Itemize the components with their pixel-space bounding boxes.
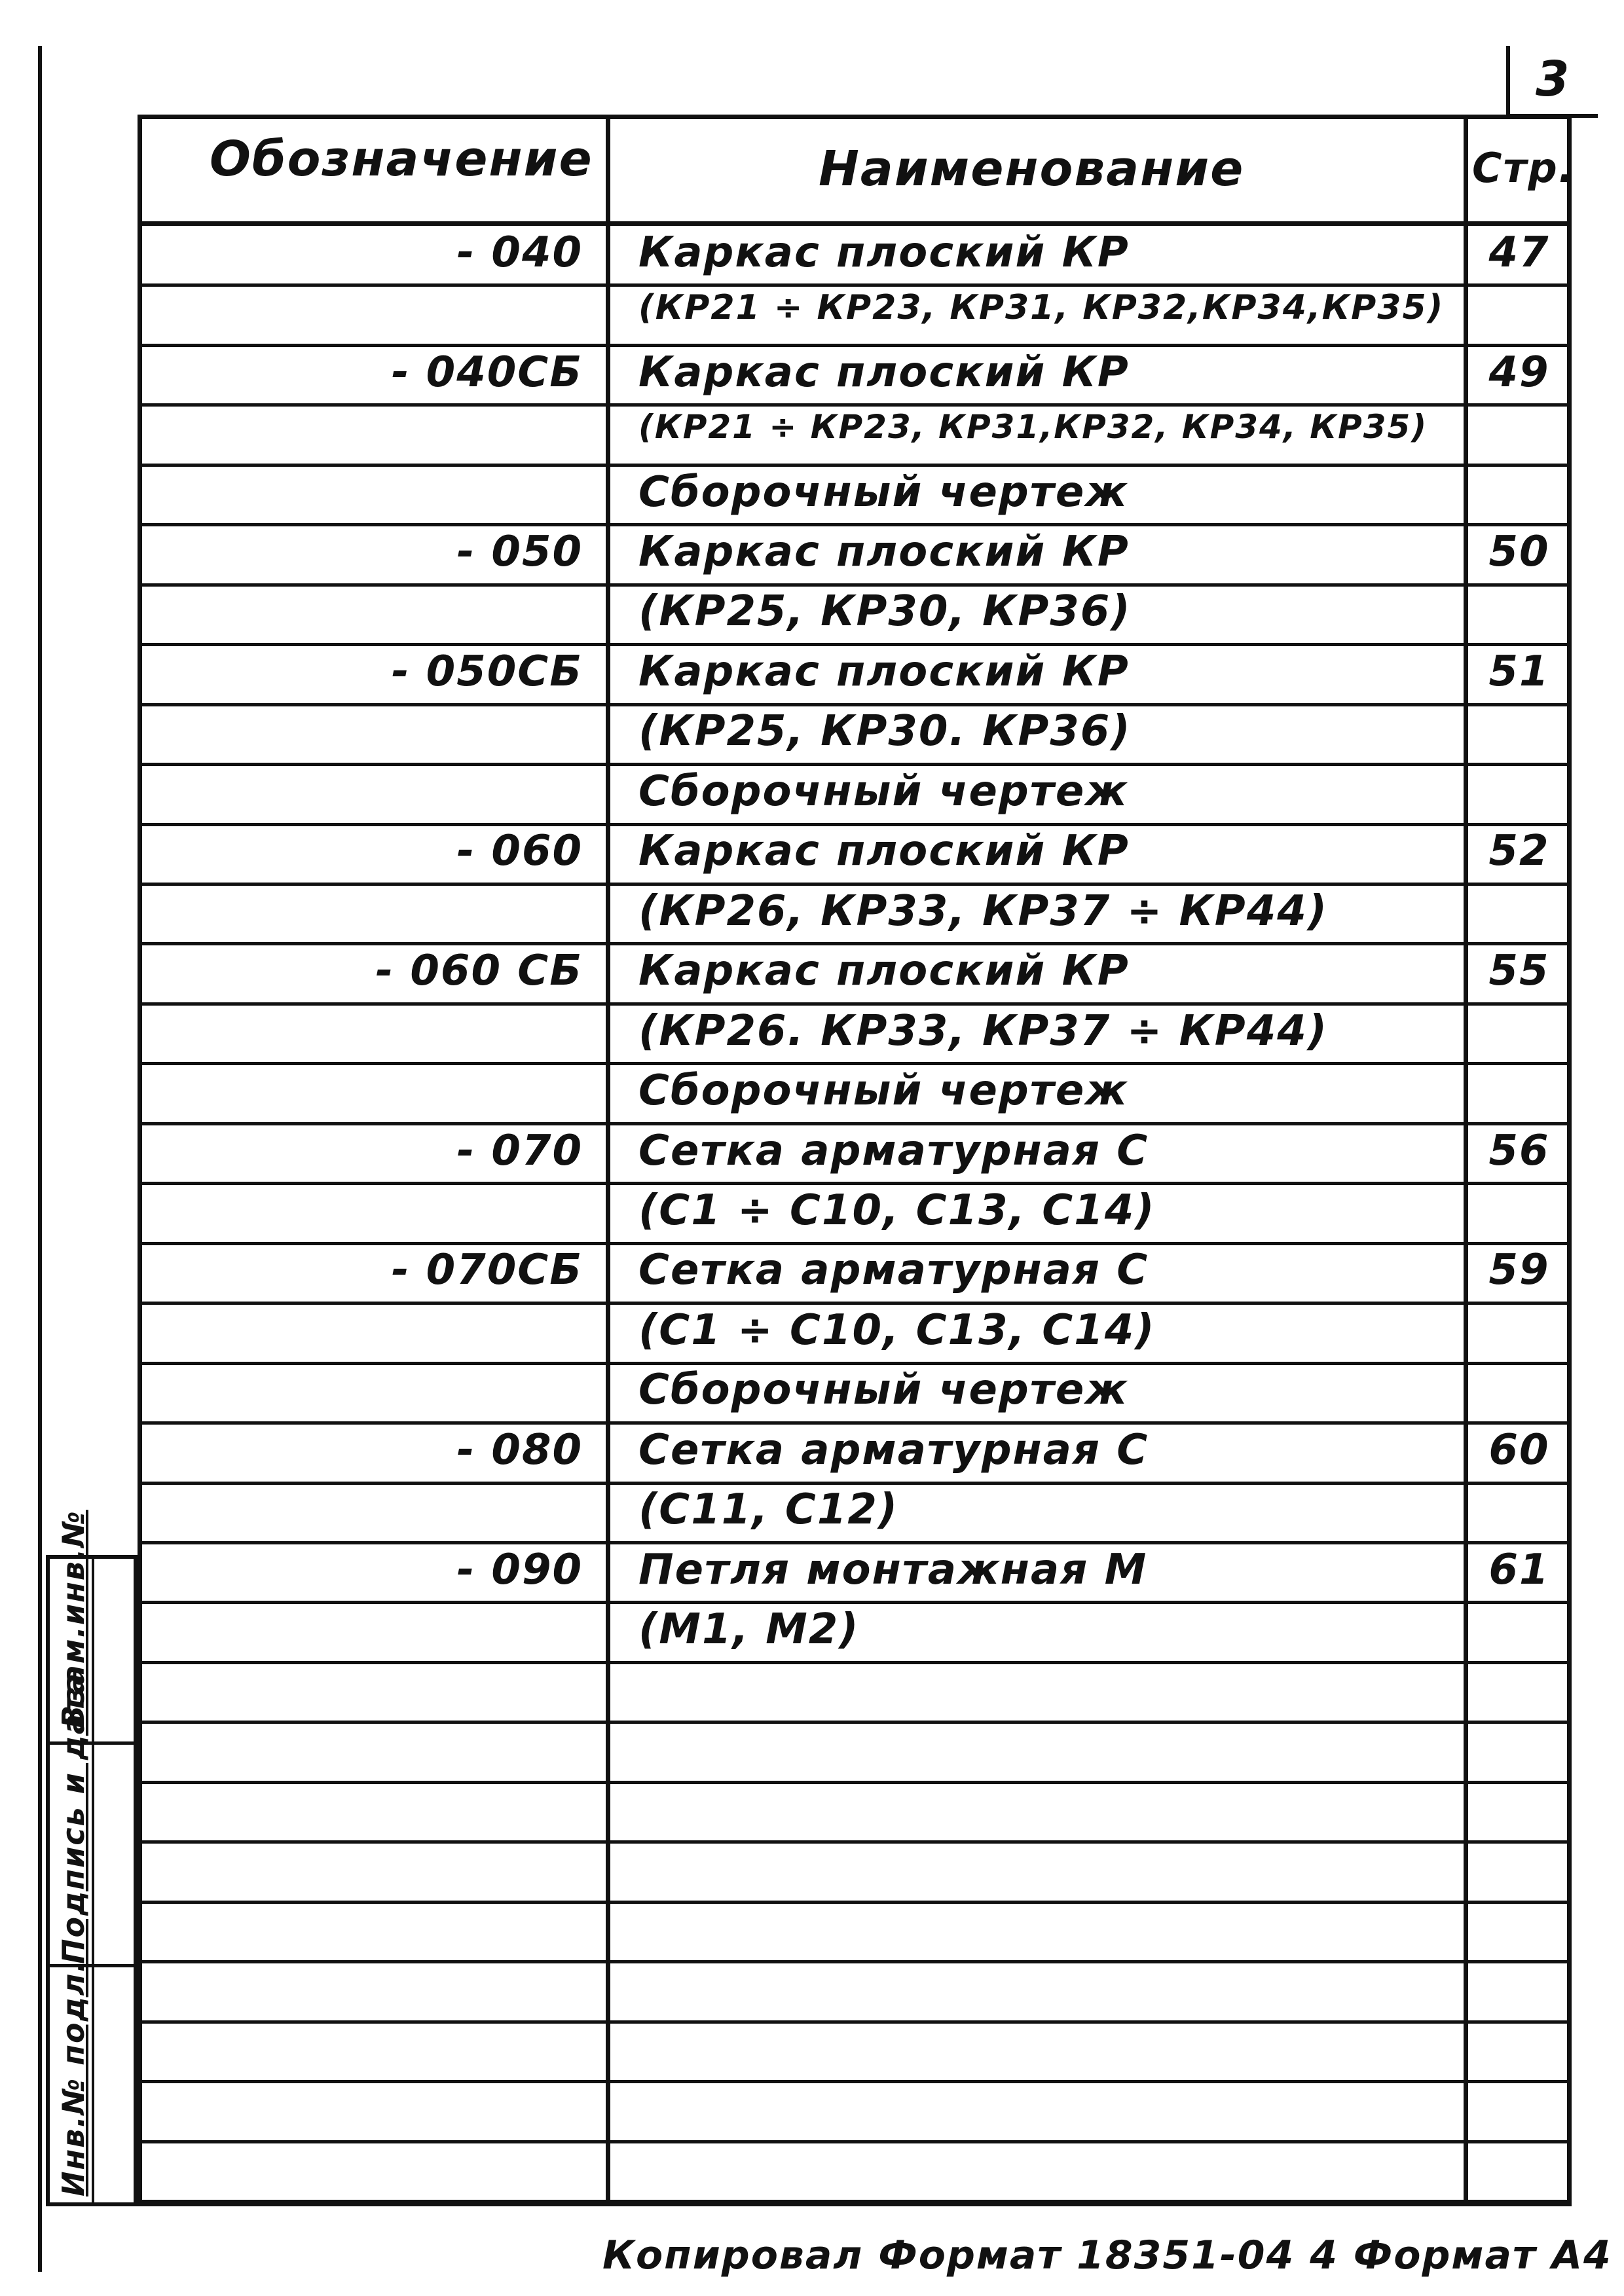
row-name: (М1, М2) [638,1605,860,1654]
row-divider [138,1840,1572,1844]
row-name: Сборочный чертеж [638,1366,1128,1415]
left-margin-line [38,46,42,2272]
row-divider [138,1362,1572,1365]
row-designation: - 040 [456,228,583,277]
row-name: (КР26, КР33, КР37 ÷ КР44) [638,886,1328,936]
row-page: 61 [1488,1545,1550,1594]
row-divider [138,2080,1572,2083]
row-name: Каркас плоский КР [638,528,1130,576]
row-name: (С1 ÷ С10, С13, С14) [638,1305,1156,1355]
header-name: Наименование [819,141,1245,197]
row-divider [138,1182,1572,1185]
row-divider [138,283,1572,287]
row-name: Сетка арматурная С [638,1425,1149,1474]
row-divider [138,703,1572,706]
row-name: Каркас плоский КР [638,647,1130,696]
row-divider [138,883,1572,886]
stamp-inv-no: Инв.№ подл. [56,1959,91,2196]
header-designation: Обозначение [210,131,593,187]
row-divider [138,1781,1572,1784]
row-divider [138,1482,1572,1485]
row-divider [138,523,1572,526]
row-designation: - 060 [456,827,583,876]
row-name: Сборочный чертеж [638,767,1128,816]
row-designation: - 070 [456,1126,583,1175]
row-divider [138,1062,1572,1065]
row-name: (С11, С12) [638,1485,899,1535]
row-name: (КР26. КР33, КР37 ÷ КР44) [638,1006,1328,1055]
row-designation: - 090 [456,1545,583,1594]
row-page: 55 [1488,947,1550,996]
row-divider [138,1601,1572,1604]
row-divider [138,2020,1572,2024]
row-name: (КР25, КР30, КР36) [638,587,1132,636]
row-divider [138,1002,1572,1006]
footer-text: Копировал Формат 18351-04 4 Формат А4 [602,2232,1612,2278]
row-designation: - 040СБ [391,348,583,397]
row-page: 49 [1488,348,1550,397]
stamp-inner-line [92,1555,94,2206]
row-designation: - 080 [456,1425,583,1474]
row-name: Каркас плоский КР [638,348,1130,397]
row-page: 56 [1488,1126,1550,1175]
row-name: Сетка арматурная С [638,1126,1149,1175]
row-page: 47 [1488,228,1550,277]
row-name: Петля монтажная М [638,1545,1148,1594]
row-name: Каркас плоский КР [638,827,1130,876]
row-divider [138,1541,1572,1544]
row-page: 51 [1488,647,1550,696]
row-designation: - 070СБ [391,1246,583,1295]
row-divider [138,823,1572,826]
row-name: Сборочный чертеж [638,467,1128,517]
row-divider [138,1122,1572,1125]
header-divider [138,221,1572,226]
row-divider [138,763,1572,766]
row-name: Сетка арматурная С [638,1246,1149,1295]
row-page: 50 [1488,528,1550,576]
row-divider [138,583,1572,587]
row-divider [138,1242,1572,1245]
row-divider [138,1721,1572,1724]
row-name: (КР21 ÷ КР23, КР31, КР32,КР34,КР35) [638,288,1445,328]
sheet-number: 3 [1536,51,1571,107]
row-divider [138,464,1572,467]
row-designation: - 050СБ [391,647,583,696]
row-divider [138,344,1572,347]
row-divider [138,403,1572,407]
row-divider [138,942,1572,945]
column-divider-designation [606,115,610,2206]
row-page: 59 [1488,1246,1550,1295]
row-name: (КР21 ÷ КР23, КР31,КР32, КР34, КР35) [638,408,1428,446]
header-page: Стр. [1472,144,1576,192]
row-divider [138,1661,1572,1664]
row-name: (С1 ÷ С10, С13, С14) [638,1186,1156,1235]
row-name: Каркас плоский КР [638,947,1130,996]
row-divider [138,643,1572,646]
stamp-replace-inv: Взам.инв.№ [56,1510,91,1728]
stamp-signature-date: Подпись и дата [56,1672,91,1964]
row-name: Сборочный чертеж [638,1066,1128,1116]
row-page: 52 [1488,827,1550,876]
row-name: (КР25, КР30. КР36) [638,707,1132,756]
row-divider [138,1421,1572,1425]
row-divider [138,1901,1572,1904]
row-divider [138,1960,1572,1963]
row-designation: - 050 [456,528,583,576]
row-page: 60 [1488,1425,1550,1474]
row-divider [138,2140,1572,2143]
row-divider [138,1302,1572,1305]
row-name: Каркас плоский КР [638,228,1130,277]
row-designation: - 060 СБ [375,947,583,996]
row-divider [138,2200,1572,2203]
column-divider-page [1464,115,1468,2206]
